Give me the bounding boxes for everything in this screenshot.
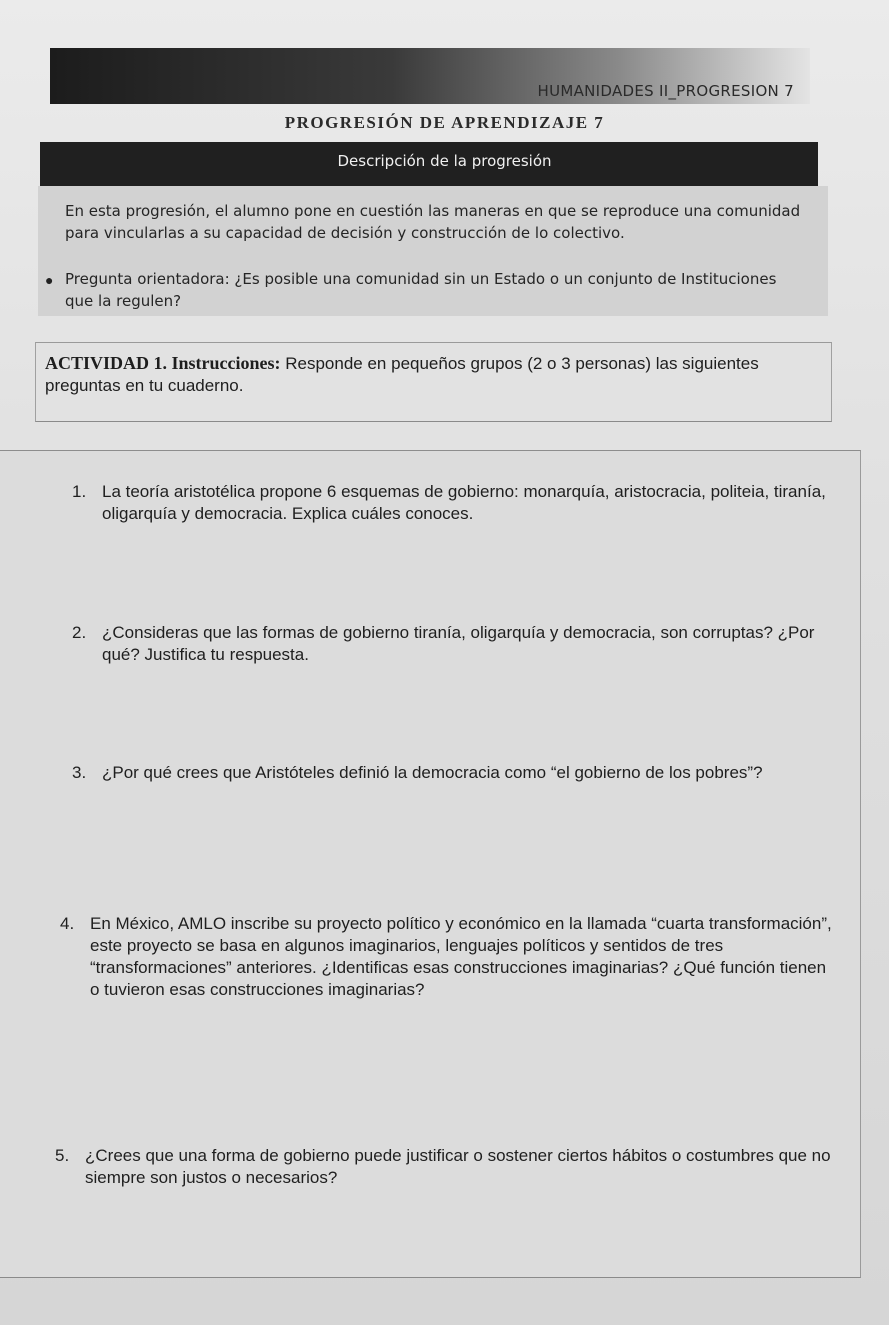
- course-label: HUMANIDADES II_PROGRESION 7: [537, 82, 794, 100]
- question-number: 3.: [72, 763, 87, 782]
- question-item: [72, 622, 842, 666]
- question-text: ¿Crees que una forma de gobierno puede justificar o sostener ciertos hábitos o costumbres que no siempre son justos o necesarios?: [85, 1146, 831, 1187]
- question-number: 2.: [72, 623, 87, 642]
- description-paragraph: En esta progresión, el alumno pone en cuestión las maneras en que se reproduce una comunidad para vincularlas a su capacidad de decisión y construcción de lo colectivo.: [65, 202, 801, 242]
- question-number: 5.: [55, 1146, 70, 1165]
- guiding-question: Pregunta orientadora: ¿Es posible una comunidad sin un Estado o un conjunto de Instituciones que la regulen?: [65, 270, 777, 310]
- bullet-icon: ●: [45, 272, 54, 288]
- question-item: [55, 1145, 845, 1189]
- question-text: ¿Consideras que las formas de gobierno tiranía, oligarquía y democracia, son corruptas? ¿Por qué? Justifica tu respuesta.: [102, 623, 815, 664]
- question-text: La teoría aristotélica propone 6 esquemas de gobierno: monarquía, aristocracia, politeia, tiranía, oligarquía y democracia. Explica cuáles conoces.: [102, 482, 826, 523]
- question-text: ¿Por qué crees que Aristóteles definió la democracia como “el gobierno de los pobres”?: [102, 763, 763, 782]
- question-number: 4.: [60, 914, 75, 933]
- question-item: [72, 481, 842, 525]
- question-text: En México, AMLO inscribe su proyecto político y económico en la llamada “cuarta transformación”, este proyecto se basa en algunos imaginarios, lenguajes políticos y sentidos de tres “transformaciones” anteriores. ¿Identificas esas construcciones imaginarias? ¿Qué función tienen o tuvieron esas construcciones imaginarias?: [90, 914, 832, 999]
- question-item: [60, 913, 840, 1001]
- activity-heading: ACTIVIDAD 1. Instrucciones:: [45, 353, 281, 373]
- activity-instructions-text: Responde en pequeños grupos (2 o 3 personas) las siguientes preguntas en tu cuaderno.: [45, 354, 759, 395]
- question-number: 1.: [72, 482, 87, 501]
- progression-title: PROGRESIÓN DE APRENDIZAJE 7: [284, 113, 605, 132]
- description-heading: Descripción de la progresión: [337, 152, 552, 170]
- activity-instructions: [45, 352, 815, 397]
- question-item: [72, 762, 842, 784]
